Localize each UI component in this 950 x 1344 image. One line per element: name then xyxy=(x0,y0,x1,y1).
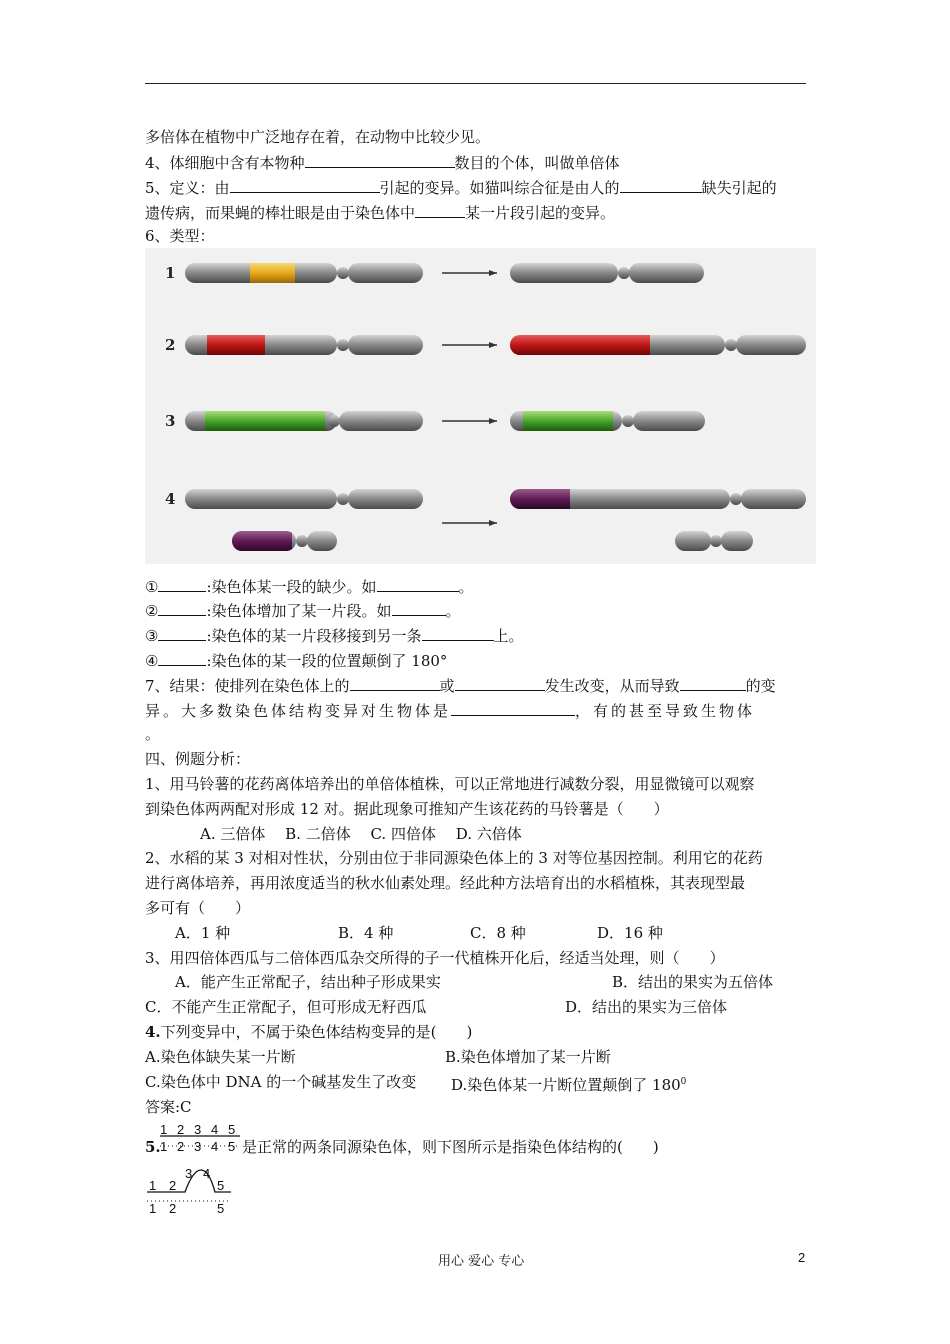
gene-label: 3 xyxy=(194,1122,202,1137)
fill-blank[interactable] xyxy=(415,202,465,218)
chromosome-original-4 xyxy=(185,489,423,509)
gene-label: 5 xyxy=(228,1139,236,1154)
gene-label: 1 xyxy=(160,1122,168,1137)
question-text: 多可有（ ） xyxy=(145,899,251,917)
text-line: ① :染色体某一段的缺少。如 。 xyxy=(145,578,474,596)
row-number: 1 xyxy=(165,264,176,282)
option-c: C．不能产生正常配子，但可形成无籽西瓜 xyxy=(145,998,427,1016)
gene-label: 2 xyxy=(177,1122,185,1137)
gene-label: 1 xyxy=(149,1201,157,1216)
gene-label: 4 xyxy=(203,1166,211,1181)
gene-label: 5 xyxy=(228,1122,236,1137)
question-text: 是正常的两条同源染色体，则下图所示是指染色体结构的( ) xyxy=(242,1138,659,1156)
chromosome-variation-figure xyxy=(145,248,816,564)
text-line: 6、类型： xyxy=(145,227,215,245)
chromosome-diagram xyxy=(145,248,816,564)
question-text: 4.下列变异中，不属于染色体结构变异的是( ) xyxy=(145,1023,473,1041)
option-a: A．1 种 xyxy=(175,924,231,942)
fill-blank[interactable] xyxy=(455,675,545,691)
fill-blank[interactable] xyxy=(422,625,494,641)
text-line: 异。大多数染色体结构变异对生物体是 ，有的甚至导致生物体 xyxy=(145,702,756,720)
chromosome-original-1 xyxy=(185,263,423,283)
fill-blank[interactable] xyxy=(305,152,455,168)
header-rule xyxy=(145,83,806,84)
question-text: 2、水稻的某 3 对相对性状，分别由位于非同源染色体上的 3 对等位基因控制。利用它的花药 xyxy=(145,849,763,867)
chromosome-original-2 xyxy=(185,335,423,355)
answer-text: 答案:C xyxy=(145,1098,192,1116)
question-text: 5. xyxy=(145,1138,161,1156)
option-d: D．结出的果实为三倍体 xyxy=(565,998,728,1016)
gene-label: 1 xyxy=(149,1178,157,1193)
gene-label: 4 xyxy=(211,1122,219,1137)
fill-blank[interactable] xyxy=(392,600,446,616)
chromosome-translocation-result xyxy=(510,489,806,509)
option-b: B．结出的果实为五倍体 xyxy=(612,973,774,991)
fill-blank[interactable] xyxy=(350,675,440,691)
gene-label: 2 xyxy=(177,1139,185,1154)
row-number: 2 xyxy=(165,336,176,354)
gene-label: 2 xyxy=(169,1201,177,1216)
question-text: 1、用马铃薯的花药离体培养出的单倍体植株，可以正常地进行减数分裂，用显微镜可以观察 xyxy=(145,775,755,793)
question-text: 进行离体培养，再用浓度适当的秋水仙素处理。经此种方法培育出的水稻植株，其表现型最 xyxy=(145,874,746,892)
chromosome-inversion-result xyxy=(510,411,705,431)
text-line: 遗传病，而果蝇的棒壮眼是由于染色体中 某一片段引起的变异。 xyxy=(145,204,616,222)
option-b: B.染色体增加了某一片断 xyxy=(445,1048,611,1066)
text-line: 。 xyxy=(145,725,161,743)
page-number: 2 xyxy=(798,1250,806,1265)
question-text: 3、用四倍体西瓜与二倍体西瓜杂交所得的子一代植株开化后，经适当处理，则（ ） xyxy=(145,949,725,967)
fill-blank[interactable] xyxy=(158,625,206,641)
text-line: 多倍体在植物中广泛地存在着，在动物中比较少见。 xyxy=(145,128,491,146)
option-a: A.染色体缺失某一片断 xyxy=(145,1048,296,1066)
option-d: D．16 种 xyxy=(597,924,663,942)
homologous-chromosome-schema xyxy=(160,1118,242,1156)
option-a: A．能产生正常配子，结出种子形成果实 xyxy=(175,973,441,991)
fill-blank[interactable] xyxy=(158,650,206,666)
text-line: ④ :染色体的某一段的位置颠倒了 180° xyxy=(145,652,448,670)
option-c: C.染色体中 DNA 的一个碱基发生了改变 xyxy=(145,1073,417,1091)
chromosome-small-original xyxy=(232,531,337,551)
option-d: D.染色体某一片断位置颠倒了 $180^0$ xyxy=(451,1076,687,1094)
fill-blank[interactable] xyxy=(620,177,702,193)
text-line: ② :染色体增加了某一片段。如 。 xyxy=(145,602,461,620)
gene-label: 2 xyxy=(169,1178,177,1193)
gene-label: 5 xyxy=(217,1201,225,1216)
gene-label: 4 xyxy=(211,1139,219,1154)
gene-label: 5 xyxy=(217,1178,225,1193)
text-line: 4、体细胞中含有本物种 数目的个体，叫做单倍体 xyxy=(145,154,620,172)
text-line: 5、定义：由 引起的变异。如猫叫综合征是由人的 缺失引起的 xyxy=(145,179,777,197)
option-b: B．4 种 xyxy=(338,924,394,942)
option-c: C．8 种 xyxy=(470,924,526,942)
question-options: A. 三倍体 B. 二倍体 C. 四倍体 D. 六倍体 xyxy=(200,825,522,843)
row-number: 3 xyxy=(165,412,176,430)
fill-blank[interactable] xyxy=(158,600,206,616)
chromosome-small-result xyxy=(675,531,753,551)
row-number: 4 xyxy=(165,490,176,508)
gene-label: 3 xyxy=(194,1139,202,1154)
chromosome-deletion-result xyxy=(510,263,704,283)
loop-chromosome-schema xyxy=(145,1164,235,1216)
text-line: 7、结果：使排列在染色体上的 或 发生改变，从而导致 的变 xyxy=(145,677,776,695)
footer-text: 用心 爱心 专心 xyxy=(438,1254,525,1269)
fill-blank[interactable] xyxy=(680,675,746,691)
gene-label: 3 xyxy=(185,1166,193,1181)
section-heading: 四、例题分析： xyxy=(145,750,251,768)
fill-blank[interactable] xyxy=(158,576,206,592)
fill-blank[interactable] xyxy=(451,700,575,716)
fill-blank[interactable] xyxy=(377,576,459,592)
fill-blank[interactable] xyxy=(230,177,380,193)
gene-label: 1 xyxy=(160,1139,168,1154)
question-text: 到染色体两两配对形成 12 对。据此现象可推知产生该花药的马铃薯是（ ） xyxy=(145,800,669,818)
chromosome-original-3 xyxy=(185,411,423,431)
text-line: ③ :染色体的某一片段移接到另一条 上。 xyxy=(145,627,524,645)
chromosome-duplication-result xyxy=(510,335,806,355)
